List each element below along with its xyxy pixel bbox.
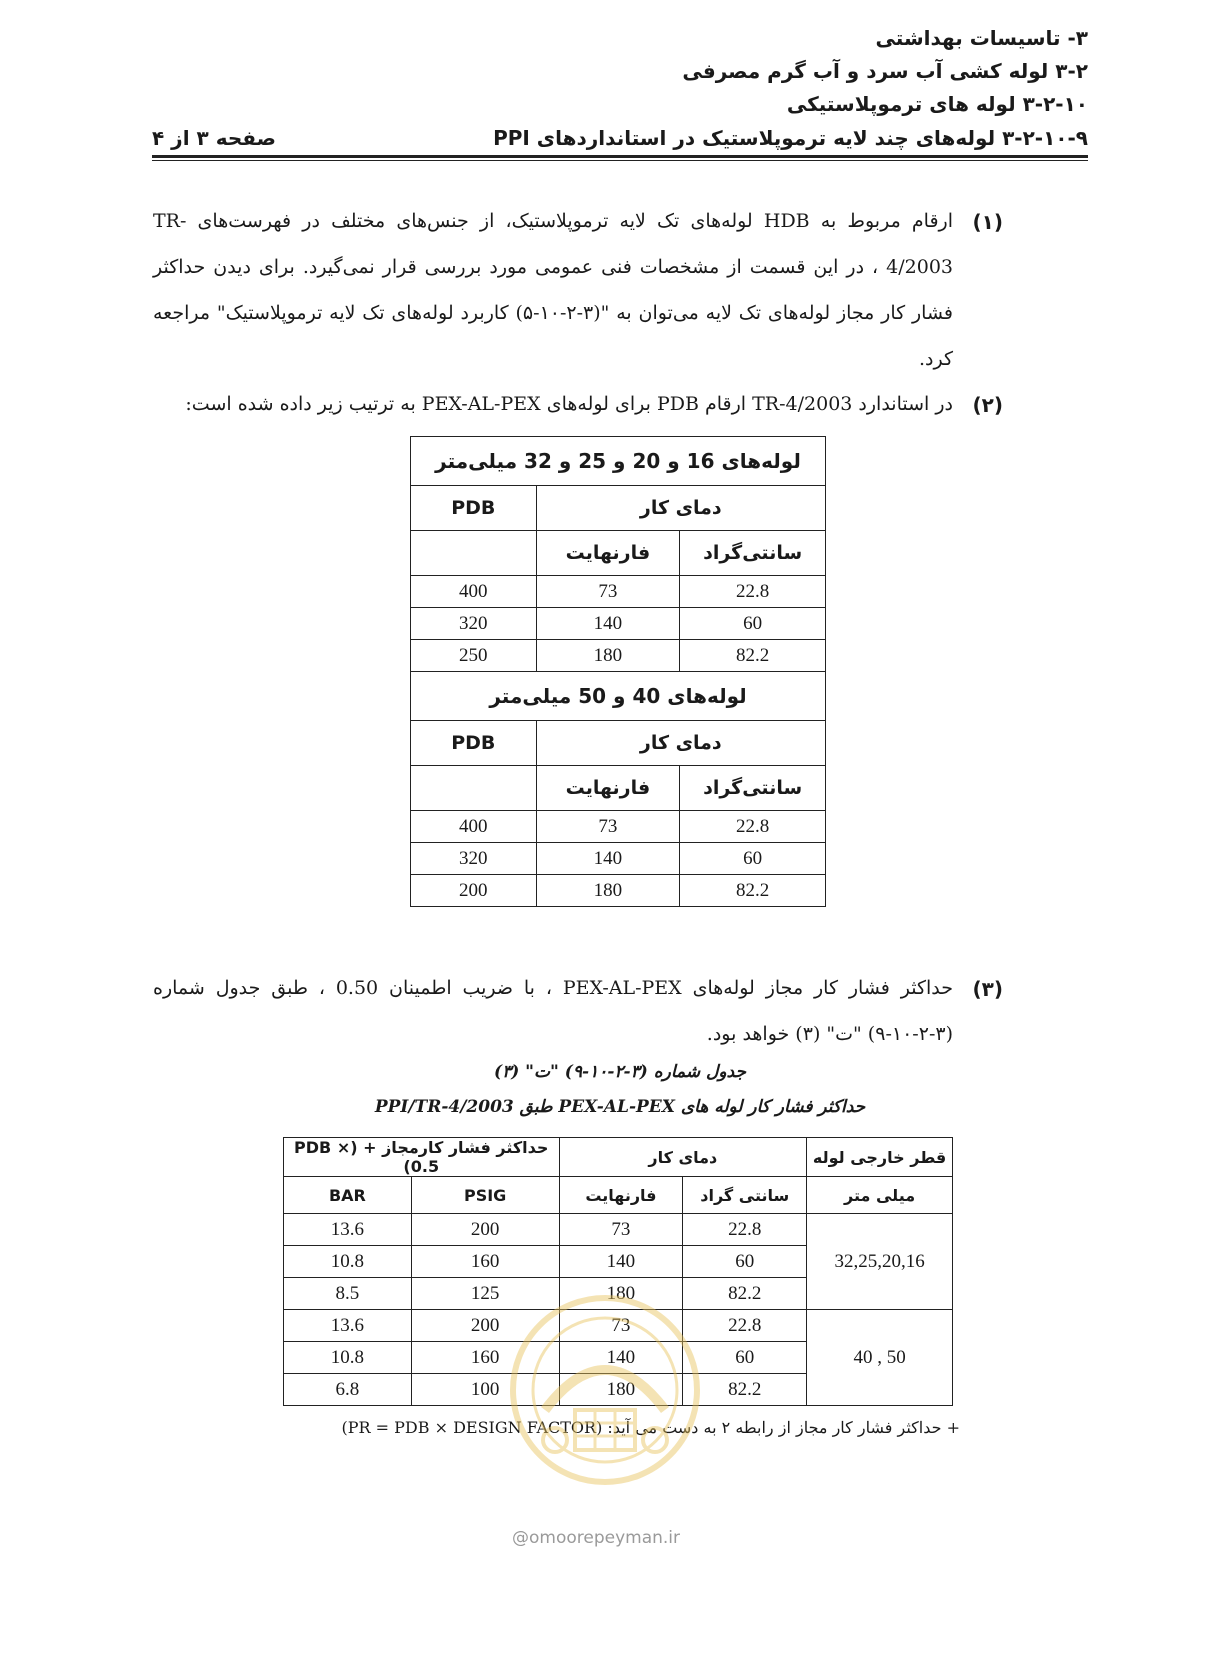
cell-c: 60 — [680, 843, 826, 875]
pdb-section-2-temp-header: دمای کار — [536, 721, 825, 766]
cell-pdb: 400 — [411, 576, 537, 608]
cell-c: 60 — [683, 1342, 807, 1374]
cell-psig: 160 — [411, 1342, 559, 1374]
cell-bar: 10.8 — [284, 1246, 412, 1278]
cell-f: 180 — [559, 1374, 683, 1406]
cell-bar: 10.8 — [284, 1342, 412, 1374]
pdb-section-2-c-header: سانتی‌گراد — [680, 766, 826, 811]
table-row — [411, 608, 826, 640]
header-section-3: ۳-۲-۱۰ لوله های ترموپلاستیکی — [786, 92, 1088, 116]
f-header: فارنهایت — [559, 1177, 683, 1214]
table-row — [284, 1214, 953, 1246]
cell-c: 82.2 — [680, 875, 826, 907]
watermark-logo-icon — [505, 1290, 705, 1490]
cell-f: 140 — [536, 608, 680, 640]
cell-psig: 200 — [411, 1214, 559, 1246]
diameter-unit-header: میلی متر — [807, 1177, 953, 1214]
cell-f: 73 — [536, 811, 680, 843]
note-3-text: حداکثر فشار کار مجاز لوله‌های PEX-AL-PEX ، با ضریب اطمینان 0.50 ، طبق جدول شماره (۳-۲-۱۰-۹) "ت" (۳) خواهد بود. — [153, 977, 953, 1045]
note-2-number: (۲) — [972, 393, 1003, 417]
table-row — [411, 811, 826, 843]
cell-c: 60 — [683, 1246, 807, 1278]
pdb-section-2-empty-cell — [411, 766, 537, 811]
cell-pdb: 200 — [411, 875, 537, 907]
cell-c: 22.8 — [683, 1214, 807, 1246]
cell-f: 180 — [559, 1278, 683, 1310]
pdb-section-2-f-header: فارنهایت — [536, 766, 680, 811]
temp-header: دمای کار — [559, 1138, 807, 1177]
bar-header: BAR — [284, 1177, 412, 1214]
table-footnote: + حداکثر فشار کار مجاز از رابطه ۲ به دست می آید: (PR = PDB × DESIGN FACTOR) — [341, 1418, 960, 1437]
header-section-1: ۳- تاسیسات بهداشتی — [875, 26, 1088, 50]
note-1-text: ارقام مربوط به HDB لوله‌های تک لایه ترموپلاستیک، از جنس‌های مختلف در فهرست‌های TR-4/2003 ، در این قسمت از مشخصات فنی عمومی مورد بررسی قرار نمی‌گیرد. برای دیدن حداکثر فشار کار مجاز لوله‌های تک لایه می‌توان به "(۳-۲-۱۰-۵) کاربرد لوله‌های تک لایه ترموپلاستیک" مراجعه کرد. — [153, 210, 953, 370]
note-3-number: (۳) — [972, 977, 1003, 1001]
cell-f: 140 — [559, 1342, 683, 1374]
cell-bar: 13.6 — [284, 1214, 412, 1246]
table-row — [411, 875, 826, 907]
pdb-section-1-f-header: فارنهایت — [536, 531, 680, 576]
cell-psig: 100 — [411, 1374, 559, 1406]
table-row — [411, 843, 826, 875]
c-header: سانتی گراد — [683, 1177, 807, 1214]
cell-c: 22.8 — [683, 1310, 807, 1342]
cell-pdb: 320 — [411, 608, 537, 640]
pdb-table — [410, 436, 826, 907]
diameter-header: قطر خارجی لوله — [807, 1138, 953, 1177]
cell-c: 82.2 — [683, 1374, 807, 1406]
diameter-group-1: 32,25,20,16 — [807, 1214, 953, 1310]
table-row — [411, 640, 826, 672]
cell-pdb: 250 — [411, 640, 537, 672]
header-section-2: ۳-۲ لوله کشی آب سرد و آب گرم مصرفی — [682, 59, 1088, 83]
cell-f: 180 — [536, 640, 680, 672]
cell-c: 82.2 — [680, 640, 826, 672]
note-1-number: (۱) — [972, 210, 1003, 234]
cell-f: 140 — [536, 843, 680, 875]
header-rule-thick — [152, 155, 1088, 158]
cell-f: 140 — [559, 1246, 683, 1278]
pdb-section-1-empty-cell — [411, 531, 537, 576]
table-caption-title: حداکثر فشار کار لوله های PEX-AL-PEX طبق PPI/TR-4/2003 — [374, 1097, 866, 1117]
header-section-4: ۳-۲-۱۰-۹ لوله‌های چند لایه ترموپلاستیک در استانداردهای PPI — [493, 126, 1088, 150]
table-caption-number: جدول شماره (۳-۲-۱۰-۹) "ت" (۳) — [494, 1062, 746, 1082]
pdb-section-1-pdb-header: PDB — [411, 486, 537, 531]
cell-bar: 6.8 — [284, 1374, 412, 1406]
cell-f: 73 — [559, 1214, 683, 1246]
cell-c: 82.2 — [683, 1278, 807, 1310]
cell-pdb: 320 — [411, 843, 537, 875]
note-2-text: در استاندارد TR-4/2003 ارقام PDB برای لوله‌های PEX-AL-PEX به ترتیب زیر داده شده است: — [185, 393, 953, 415]
cell-f: 73 — [559, 1310, 683, 1342]
pdb-section-2-title: لوله‌های 40 و 50 میلی‌متر — [411, 672, 826, 721]
cell-psig: 125 — [411, 1278, 559, 1310]
cell-psig: 200 — [411, 1310, 559, 1342]
cell-c: 22.8 — [680, 576, 826, 608]
pdb-section-1-c-header: سانتی‌گراد — [680, 531, 826, 576]
cell-c: 22.8 — [680, 811, 826, 843]
watermark-site: @omoorepeyman.ir — [512, 1528, 681, 1548]
cell-bar: 8.5 — [284, 1278, 412, 1310]
diameter-group-2: 50 , 40 — [807, 1310, 953, 1406]
pressure-header: حداکثر فشار کارمجاز + (PDB × 0.5) — [284, 1138, 560, 1177]
pdb-section-1-temp-header: دمای کار — [536, 486, 825, 531]
cell-f: 73 — [536, 576, 680, 608]
cell-c: 60 — [680, 608, 826, 640]
table-row — [411, 576, 826, 608]
cell-pdb: 400 — [411, 811, 537, 843]
page-number: صفحه ۳ از ۴ — [152, 126, 276, 150]
cell-f: 180 — [536, 875, 680, 907]
psig-header: PSIG — [411, 1177, 559, 1214]
cell-psig: 160 — [411, 1246, 559, 1278]
pdb-section-1-title: لوله‌های 16 و 20 و 25 و 32 میلی‌متر — [411, 437, 826, 486]
pdb-section-2-pdb-header: PDB — [411, 721, 537, 766]
cell-bar: 13.6 — [284, 1310, 412, 1342]
header-rule-thin — [152, 160, 1088, 161]
